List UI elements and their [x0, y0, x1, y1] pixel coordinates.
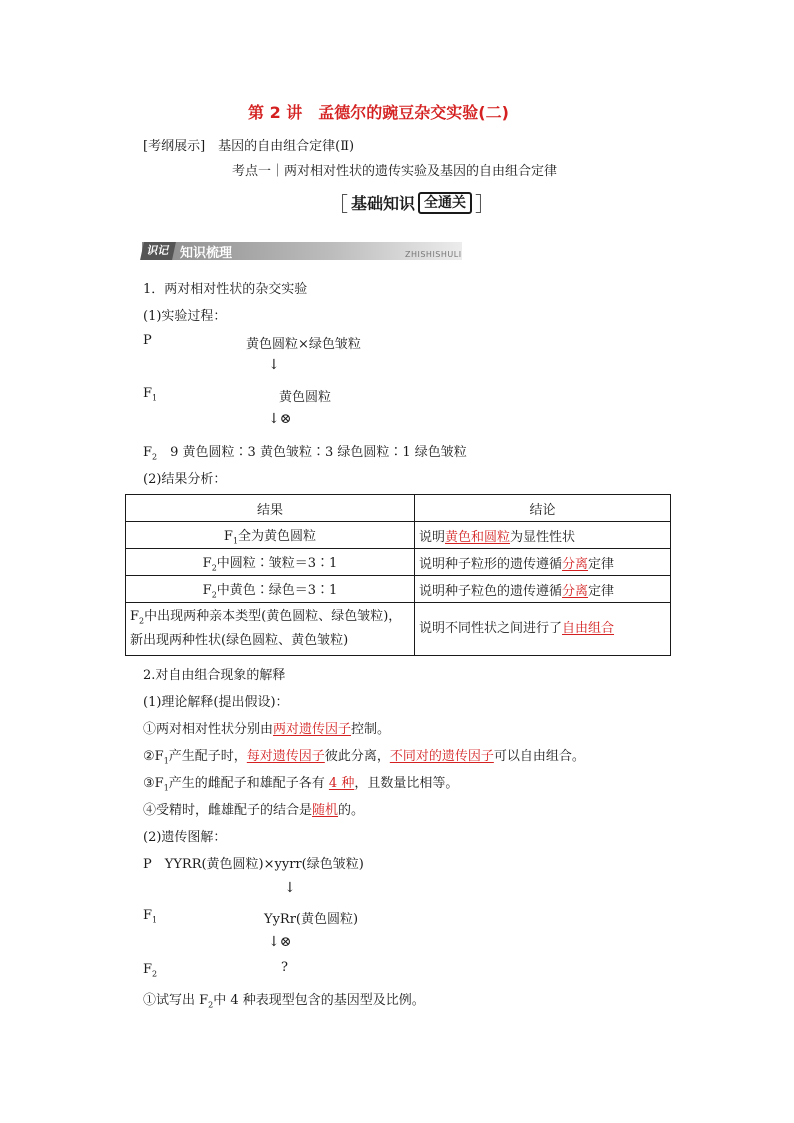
cell-result-text: 中圆粒∶皱粒＝3∶1	[216, 555, 338, 571]
table-cell-conclusion	[415, 603, 671, 656]
s2-f1-subscript: 1	[152, 915, 158, 925]
s2-item3	[143, 772, 458, 793]
s1-f1-label	[143, 386, 157, 403]
table-cell-conclusion	[415, 549, 671, 576]
cell-result-text: 中黄色∶绿色＝3∶1	[216, 582, 338, 598]
table-row	[126, 549, 671, 576]
s2-item2-answer1: 每对遗传因子	[246, 749, 325, 764]
s1-p-label: P	[143, 333, 152, 348]
s2-q1-pre: ①试写出 F	[143, 993, 209, 1008]
s2-item3-pre: ③F	[143, 776, 164, 791]
table-header-row	[126, 495, 671, 522]
s2-item1-pre: ①两对相对性状分别由	[143, 722, 274, 737]
s1-heading: 1．两对相对性状的杂交实验	[143, 282, 308, 297]
s2-item3-mid: 产生的雌配子和雄配子各有	[168, 776, 329, 791]
s2-f1-label	[143, 908, 157, 925]
cell-f-letter: F	[202, 555, 212, 571]
s1-sub2: (2)结果分析：	[143, 472, 227, 487]
cell-conclusion-pre: 说明不同性状之间进行了	[419, 621, 563, 636]
cell-conclusion-answer: 分离	[562, 556, 589, 572]
s2-f2-letter: F	[143, 962, 153, 977]
cell-conclusion-answer: 分离	[562, 583, 589, 599]
s1-arrow-1: ↓	[268, 357, 280, 373]
s1-f2-ratio: 9 黄色圆粒∶3 黄色皱粒∶3 绿色圆粒∶1 绿色皱粒	[170, 445, 467, 460]
cell-f-subscript: 2	[139, 616, 145, 626]
table-cell-result	[126, 549, 415, 576]
table-cell-conclusion	[415, 522, 671, 549]
s1-f2-subscript: 2	[152, 452, 158, 462]
cell-f-subscript: 2	[211, 563, 217, 573]
table-header-result: 结果	[126, 495, 415, 522]
table-header-conclusion: 结论	[415, 495, 671, 522]
s2-item3-subscript: 1	[163, 783, 169, 793]
s2-item2-mid1: 产生配子时，	[168, 749, 247, 764]
s1-sub1: (1)实验过程：	[143, 309, 227, 324]
s2-sub1: (1)理论解释(提出假设)：	[143, 695, 289, 710]
s1-f2-line	[143, 441, 467, 462]
table-cell-result	[126, 522, 415, 549]
section-name: 知识梳理	[180, 245, 233, 261]
s2-item2	[143, 745, 585, 766]
table-cell-conclusion	[415, 576, 671, 603]
banner-right-bracket: ］	[475, 192, 496, 216]
s2-f2-label	[143, 962, 157, 979]
table-row	[126, 603, 671, 656]
cell-conclusion-pre: 说明	[419, 529, 446, 545]
s2-f2-subscript: 2	[152, 969, 158, 979]
s2-item3-answer: 4 种	[328, 776, 355, 791]
s1-f1-subscript: 1	[152, 393, 158, 403]
section-tag: 识记	[140, 242, 176, 260]
table-cell-result	[126, 603, 415, 656]
s2-item3-post: ，且数量比相等。	[354, 776, 459, 791]
lecture-title: 第 2 讲 孟德尔的豌豆杂交实验(二)	[248, 103, 509, 122]
s2-item1-post: 控制。	[351, 722, 391, 737]
table-cell-result	[126, 576, 415, 603]
s1-arrow-self: ↓⊗	[268, 411, 292, 427]
point-heading: 考点一｜两对相对性状的遗传实验及基因的自由组合定律	[232, 164, 558, 179]
s2-item2-subscript: 1	[163, 756, 169, 766]
s2-sub2: (2)遗传图解：	[143, 830, 227, 845]
s2-heading: 2.对自由组合现象的解释	[143, 668, 286, 683]
basic-knowledge-banner	[328, 188, 495, 217]
cell-conclusion-pre: 说明种子粒色的遗传遵循	[419, 583, 563, 599]
s1-f2-letter: F	[143, 445, 153, 460]
cell-conclusion-post: 定律	[588, 583, 615, 599]
s2-item4	[143, 799, 364, 818]
s2-item2-post: 可以自由组合。	[493, 749, 585, 764]
section-english: ZHISHISHULI	[405, 250, 462, 259]
table-row	[126, 576, 671, 603]
cell-conclusion-answer: 黄色和圆粒	[445, 529, 511, 545]
s1-f1-letter: F	[143, 386, 153, 401]
banner-text: 基础知识	[351, 194, 416, 213]
cell-f-letter: F	[223, 528, 233, 544]
cell-f-subscript: 1	[232, 536, 239, 546]
s2-arrow-self: ↓⊗	[268, 934, 292, 950]
s2-f2-question: ?	[281, 960, 288, 975]
s2-f1-letter: F	[143, 908, 153, 923]
s2-item1-answer: 两对遗传因子	[273, 722, 352, 737]
cell-result-text: 全为黄色圆粒	[238, 528, 317, 544]
s2-item4-answer: 随机	[312, 803, 339, 818]
cell-conclusion-post: 定律	[588, 556, 615, 572]
s2-item2-answer2: 不同对的遗传因子	[389, 749, 494, 764]
table-row	[126, 522, 671, 549]
outline-line: [考纲展示] 基因的自由组合定律(Ⅱ)	[143, 139, 355, 154]
s2-f1-value: YyRr(黄色圆粒)	[264, 912, 359, 927]
cell-f-subscript: 2	[211, 590, 217, 600]
s2-item2-pre: ②F	[143, 749, 164, 764]
s2-q1-subscript: 2	[208, 1000, 214, 1010]
cell-conclusion-answer: 自由组合	[562, 621, 615, 636]
results-table	[125, 494, 671, 656]
s2-arrow-1: ↓	[284, 880, 296, 896]
s2-q1-post: 中 4 种表现型包含的基因型及比例。	[213, 993, 425, 1008]
s1-p-cross: 黄色圆粒×绿色皱粒	[246, 337, 361, 352]
s2-item4-pre: ④受精时，雌雄配子的结合是	[143, 803, 313, 818]
s2-question-1	[143, 989, 425, 1010]
cell-f-letter: F	[202, 582, 212, 598]
s1-f1-value: 黄色圆粒	[279, 390, 332, 405]
cell-conclusion-post: 为显性性状	[510, 529, 576, 545]
banner-boxed-text: 全通关	[418, 192, 472, 214]
cell-result-text: 中出现两种亲本类型(黄色圆粒、绿色皱粒)，新出现两种性状(绿色圆粒、黄色皱粒)	[130, 608, 402, 649]
s2-item2-mid2: 彼此分离，	[324, 749, 390, 764]
cell-f-letter: F	[130, 608, 140, 624]
s2-p-line: P YYRR(黄色圆粒)×yyrr(绿色皱粒)	[143, 857, 364, 872]
s2-item4-post: 的。	[338, 803, 365, 818]
banner-left-bracket: ［	[328, 192, 348, 216]
s2-item1	[143, 718, 390, 737]
cell-conclusion-pre: 说明种子粒形的遗传遵循	[419, 556, 563, 572]
